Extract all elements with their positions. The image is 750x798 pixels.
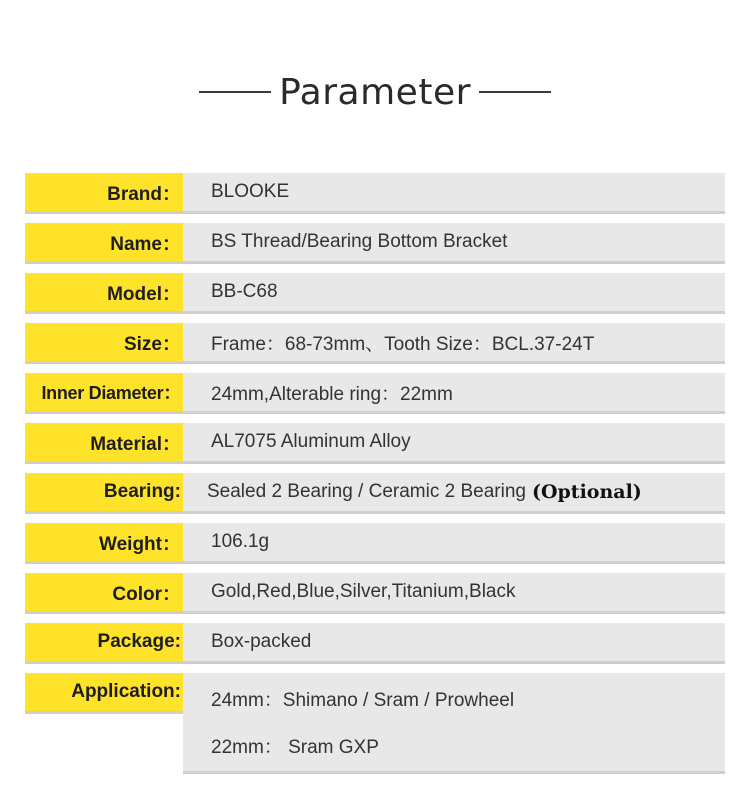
spec-label-bearing: Bearing: bbox=[25, 473, 183, 511]
title-left-rule bbox=[199, 91, 271, 93]
spec-label-material: Material： bbox=[25, 423, 183, 461]
spec-row-inner-diameter bbox=[25, 373, 725, 411]
bearing-options-text: Sealed 2 Bearing / Ceramic 2 Bearing bbox=[207, 481, 526, 502]
spec-row-brand bbox=[25, 173, 725, 211]
application-line-24mm: 24mm：Shimano / Sram / Prowheel bbox=[211, 690, 515, 711]
spec-row-color bbox=[25, 573, 725, 611]
spec-label-inner-diameter: Inner Diameter： bbox=[25, 373, 183, 411]
spec-row-bearing bbox=[25, 473, 725, 511]
spec-label-name: Name： bbox=[25, 223, 183, 261]
spec-value-color: Gold,Red,Blue,Silver,Titanium,Black bbox=[183, 573, 725, 611]
spec-value-inner-diameter: 24mm,Alterable ring：22mm bbox=[183, 373, 725, 411]
spec-row-material bbox=[25, 423, 725, 461]
spec-row-weight bbox=[25, 523, 725, 561]
page-title: Parameter bbox=[279, 71, 471, 113]
spec-row-model bbox=[25, 273, 725, 311]
spec-value-brand: BLOOKE bbox=[183, 173, 725, 211]
spec-label-model: Model： bbox=[25, 273, 183, 311]
spec-row-size bbox=[25, 323, 725, 361]
page-header bbox=[0, 68, 750, 116]
spec-value-size: Frame：68-73mm、Tooth Size：BCL.37-24T bbox=[183, 323, 725, 361]
spec-value-name: BS Thread/Bearing Bottom Bracket bbox=[183, 223, 725, 261]
spec-value-package: Box-packed bbox=[183, 623, 725, 661]
spec-value-model: BB-C68 bbox=[183, 273, 725, 311]
spec-value-material: AL7075 Aluminum Alloy bbox=[183, 423, 725, 461]
spec-label-size: Size： bbox=[25, 323, 183, 361]
spec-label-color: Color： bbox=[25, 573, 183, 611]
spec-row-application bbox=[25, 673, 725, 771]
spec-label-brand: Brand： bbox=[25, 173, 183, 211]
spec-value-bearing bbox=[183, 473, 725, 511]
spec-value-weight: 106.1g bbox=[183, 523, 725, 561]
spec-row-name bbox=[25, 223, 725, 261]
spec-value-application bbox=[183, 673, 725, 771]
application-line-22mm: 22mm： Sram GXP bbox=[211, 737, 379, 758]
spec-label-application: Application: bbox=[25, 673, 183, 711]
spec-label-package: Package: bbox=[25, 623, 183, 661]
spec-label-weight: Weight： bbox=[25, 523, 183, 561]
spec-row-package bbox=[25, 623, 725, 661]
title-right-rule bbox=[479, 91, 551, 93]
bearing-optional-note: (Optional) bbox=[531, 481, 642, 503]
